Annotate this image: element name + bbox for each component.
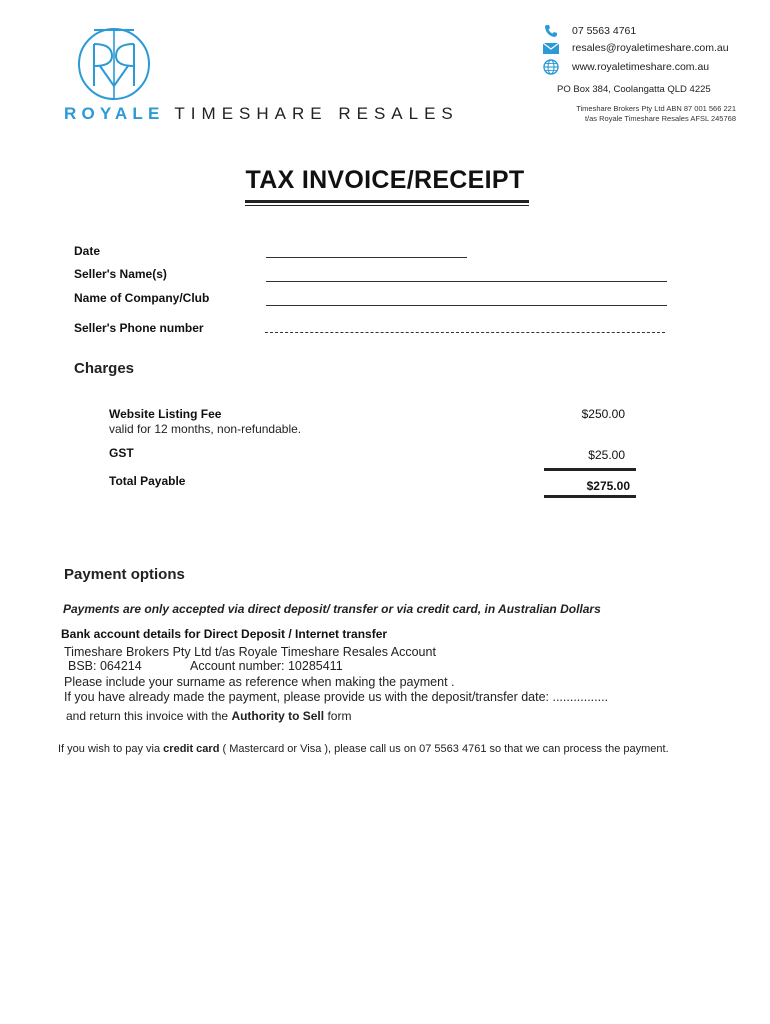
globe-icon (540, 59, 562, 75)
company-logo (60, 22, 170, 104)
contact-email (540, 39, 729, 57)
abn-line-2: t/as Royale Timeshare Resales AFSL 245768 (584, 114, 736, 123)
authority-to-sell: Authority to Sell (231, 709, 325, 723)
charges-heading: Charges (74, 360, 135, 377)
payment-note: Payments are only accepted via direct deposit/ transfer or via credit card, in Australian Dollars (63, 602, 601, 616)
title-underline-thin (245, 205, 529, 206)
payment-heading: Payment options (64, 566, 185, 583)
cc-bold: credit card (163, 743, 220, 755)
subtotal-rule (544, 468, 636, 471)
email-text: resales@royaletimeshare.com.au (572, 42, 729, 54)
seller-phone-field[interactable] (265, 332, 665, 333)
phone-text: 07 5563 4761 (572, 25, 637, 37)
gst-amount: $25.00 (588, 448, 625, 462)
contact-phone (540, 22, 636, 40)
account-number: Account number: 10285411 (190, 659, 343, 673)
reference-note: Please include your surname as reference when making the payment . (64, 675, 455, 689)
brand-name (64, 104, 459, 124)
company-registration (548, 104, 736, 124)
company-label: Name of Company/Club (74, 291, 210, 305)
listing-fee-amount: $250.00 (581, 407, 625, 421)
listing-fee-label: Website Listing Fee (109, 407, 222, 421)
seller-phone-label: Seller's Phone number (74, 321, 204, 335)
page-title: TAX INVOICE/RECEIPT (245, 166, 525, 194)
website-text: www.royaletimeshare.com.au (572, 61, 710, 73)
seller-names-label: Seller's Name(s) (74, 267, 167, 281)
company-field[interactable] (266, 305, 667, 306)
phone-icon (540, 23, 562, 39)
date-field[interactable] (266, 257, 467, 258)
cc-suffix: ( Mastercard or Visa ), please call us on 07 5563 4761 so that we can process the payment. (222, 743, 669, 755)
listing-fee-note: valid for 12 months, non-refundable. (109, 422, 302, 436)
postal-address: PO Box 384, Coolangatta QLD 4225 (557, 84, 711, 95)
credit-card-note (58, 742, 718, 756)
return-suffix: form (327, 709, 352, 723)
total-label: Total Payable (109, 474, 186, 488)
return-prefix: and return this invoice with the (66, 709, 229, 723)
date-label: Date (74, 244, 101, 258)
cc-prefix: If you wish to pay via (58, 743, 161, 755)
contact-website (540, 58, 709, 76)
return-invoice-note (66, 709, 351, 723)
bsb: BSB: 064214 (68, 659, 142, 673)
account-name: Timeshare Brokers Pty Ltd t/as Royale Timeshare Resales Account (64, 645, 436, 659)
seller-names-field[interactable] (266, 281, 667, 282)
envelope-icon (540, 40, 562, 56)
brand-name-rest: TIMESHARE RESALES (174, 104, 459, 123)
title-underline-thick (245, 200, 529, 203)
abn-line-1: Timeshare Brokers Pty Ltd ABN 87 001 566 221 (576, 104, 736, 113)
total-rule (544, 495, 636, 498)
gst-label: GST (109, 446, 134, 460)
brand-name-royale: ROYALE (64, 104, 165, 123)
bank-details-heading: Bank account details for Direct Deposit / Internet transfer (61, 627, 388, 641)
total-amount: $275.00 (586, 479, 630, 493)
already-paid-note: If you have already made the payment, please provide us with the deposit/transfer date: ................ (64, 690, 609, 704)
